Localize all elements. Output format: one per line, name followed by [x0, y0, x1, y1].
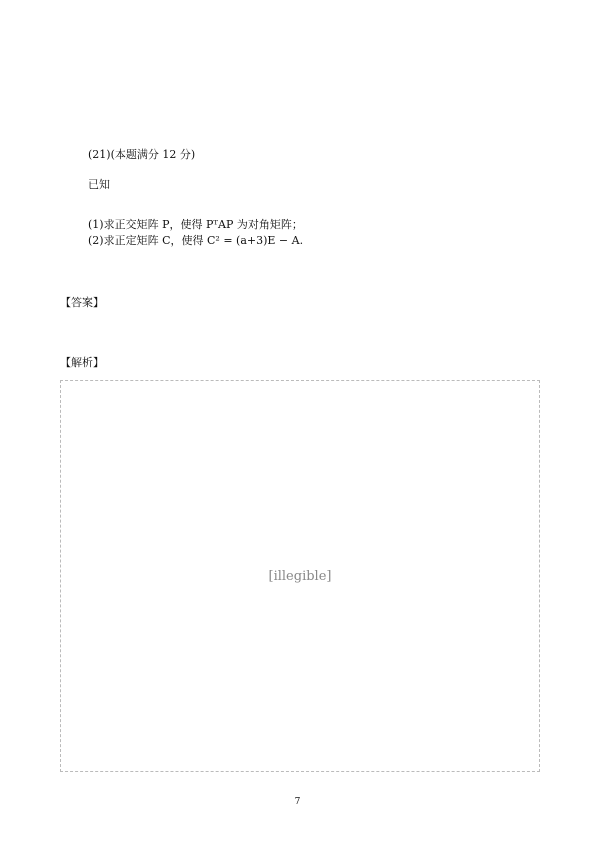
answer-label: 【答案】	[60, 296, 104, 309]
illegible-content: [illegible]	[60, 380, 540, 772]
analysis-label: 【解析】	[60, 356, 104, 369]
problem-given: 已知	[88, 178, 110, 191]
problem-heading: (21)(本题满分 12 分)	[88, 148, 196, 161]
page-number: 7	[294, 797, 301, 807]
problem-question-2: (2)求正定矩阵 C，使得 C² = (a+3)E − A.	[88, 234, 304, 247]
problem-question-1: (1)求正交矩阵 P，使得 PᵀAP 为对角矩阵；	[88, 218, 303, 231]
